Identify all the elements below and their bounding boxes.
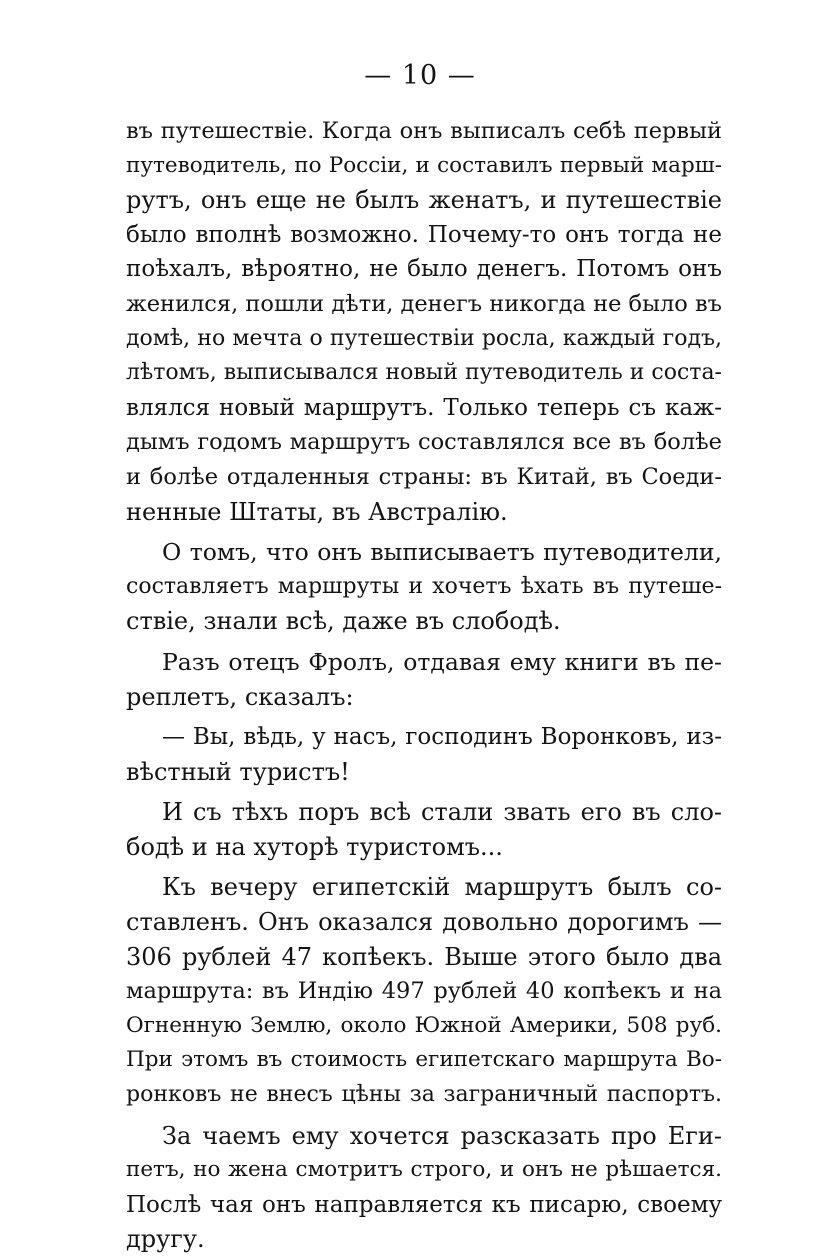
text-line: рутъ, онъ еще не былъ женатъ, и путешествіе [126,186,722,215]
text-line: другу. [126,1225,205,1254]
text-line: домѣ, но мечта о путешествіи росла, каждый годъ, [126,325,722,351]
text-line: Разъ отецъ Фролъ, отдавая ему книги въ пе- [162,647,722,676]
text-line: дымъ годомъ маршрутъ составлялся все въ болѣе [126,429,722,456]
text-line: ненные Штаты, въ Австралію. [126,497,508,526]
text-line: Къ вечеру египетскій маршрутъ былъ со- [162,873,722,902]
text-line: влялся новый маршрутъ. Только теперь съ каж- [126,394,722,421]
text-line: вѣстный туристъ! [126,757,350,786]
paragraph-6 [126,870,722,1112]
text-line: бодѣ и на хуторѣ туристомъ... [126,832,503,861]
paragraph-7 [126,1119,722,1257]
text-line: О томъ, что онъ выписываетъ путеводители, [162,538,722,567]
page-number: — 10 — [364,60,476,91]
text-line: составляетъ маршруты и хочетъ ѣхать въ путеше- [126,573,722,599]
paragraph-1 [126,114,722,529]
text-line: путеводитель, по Россіи, и составилъ первый марш- [126,152,722,178]
text-line: и болѣе отдаленныя страны: въ Китай, въ Соеди- [126,463,722,490]
paragraph-4 [126,720,722,789]
paragraph-2 [126,535,722,639]
text-line: ставленъ. Онъ оказался довольно дорогимъ — [126,908,722,937]
text-line: лѣтомъ, выписывался новый путеводитель и соста- [126,360,722,386]
text-line: 306 рублей 47 копѣекъ. Выше этого было два [126,942,722,971]
paragraph-3 [126,645,722,714]
paragraph-5 [126,795,722,864]
text-line: маршрута: въ Индію 497 рублей 40 копѣекъ и на [126,978,722,1005]
body-text [126,114,722,1257]
text-line: ствіе, знали всѣ, даже въ слободѣ. [126,607,561,636]
text-line: въ путешествіе. Когда онъ выписалъ себѣ первый [126,118,722,144]
text-line: реплетъ, сказалъ: [126,682,354,711]
text-line: За чаемъ ему хочется разсказать про Еги- [162,1121,722,1150]
text-line: — Вы, вѣдь, у насъ, господинъ Воронковъ, из- [162,724,722,751]
text-line: ронковъ не внесъ цѣны за заграничный паспортъ. [126,1082,722,1108]
text-line: Послѣ чая онъ направляется къ писарю, своему [126,1191,722,1218]
text-line: При этомъ въ стоимость египетскаго маршрута Во- [126,1047,722,1073]
text-line: было вполнѣ возможно. Почему-то онъ тогда не [126,221,722,248]
text-line: петъ, но жена смотритъ строго, и онъ не рѣшается. [126,1157,722,1183]
text-line: Огненную Землю, около Южной Америки, 508 руб. [126,1012,722,1038]
text-line: женился, пошли дѣти, денегъ никогда не было въ [126,290,722,317]
text-line: И съ тѣхъ поръ всѣ стали звать его въ сло- [162,798,722,827]
text-line: поѣхалъ, вѣроятно, не было денегъ. Потомъ онъ [126,256,722,283]
